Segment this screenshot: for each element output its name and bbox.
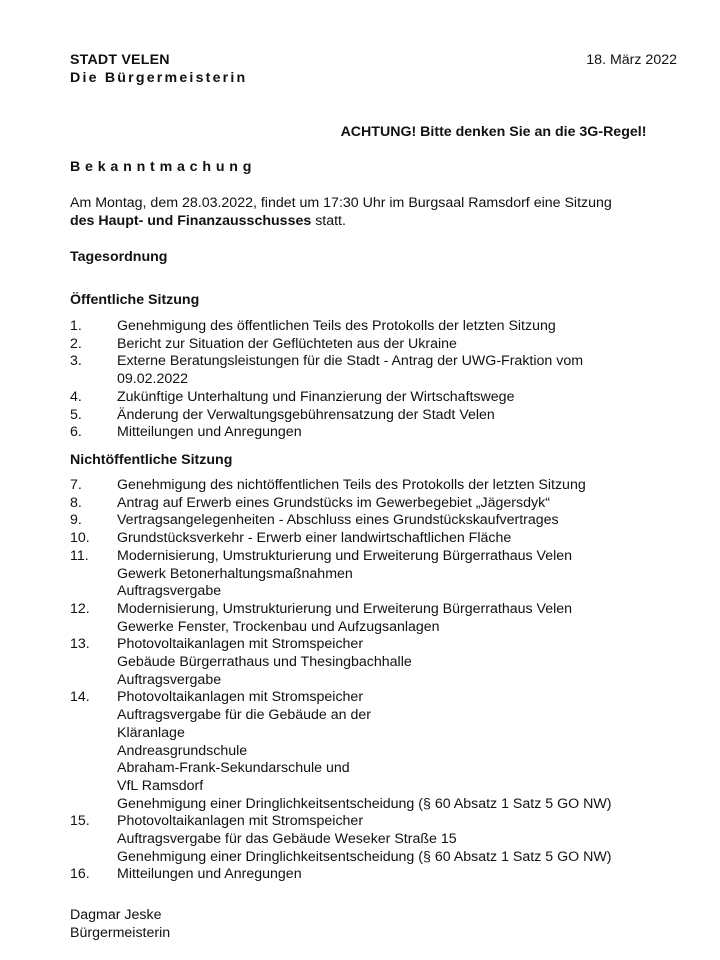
agenda-item-number: 4. — [70, 388, 82, 405]
document-date: 18. März 2022 — [586, 52, 677, 68]
agenda-item-text — [117, 636, 690, 689]
agenda-item-text — [117, 389, 690, 407]
agenda-item-number: 13. — [70, 636, 90, 653]
agenda-item-line: Mitteilungen und Anregungen — [117, 424, 302, 441]
agenda-item — [70, 424, 690, 442]
agenda-item-line: Photovoltaikanlagen mit Stromspeicher — [117, 813, 364, 830]
agenda-item-text — [117, 689, 690, 813]
agenda-item-line: Zukünftige Unterhaltung und Finanzierung der Wirtschaftswege — [117, 388, 515, 405]
agenda-item-text — [117, 866, 690, 884]
agenda-item-number: 12. — [70, 600, 90, 617]
document-type: Bekanntmachung — [70, 159, 257, 175]
agenda-item-line: Externe Beratungsleistungen für die Stadt - Antrag der UWG-Fraktion vom — [117, 353, 584, 370]
agenda-item-line: Vertragsangelegenheiten - Abschluss eines Grundstückskaufvertrages — [117, 512, 559, 529]
agenda-item — [70, 601, 690, 636]
nonpublic-agenda-list — [70, 477, 690, 884]
issuer-city: STADT VELEN — [70, 52, 170, 68]
agenda-item-line: Abraham-Frank-Sekundarschule und — [117, 760, 350, 777]
agenda-item-line: Photovoltaikanlagen mit Stromspeicher — [117, 689, 364, 706]
meeting-announcement — [70, 195, 690, 230]
agenda-item-line: Genehmigung des öffentlichen Teils des Protokolls der letzten Sitzung — [117, 318, 556, 334]
agenda-item-text — [117, 424, 690, 442]
public-session-title: Öffentliche Sitzung — [70, 292, 200, 308]
agenda-item — [70, 548, 690, 601]
signer-name: Dagmar Jeske — [70, 907, 162, 923]
agenda-item-number: 2. — [70, 335, 82, 352]
committee-name: des Haupt- und Finanzausschusses — [70, 212, 312, 229]
agenda-item-line: Photovoltaikanlagen mit Stromspeicher — [117, 636, 364, 653]
agenda-item-text — [117, 318, 690, 336]
agenda-item — [70, 389, 690, 407]
agenda-item-text — [117, 813, 690, 866]
agenda-item-line: Andreasgrundschule — [117, 742, 248, 759]
agenda-item-number: 16. — [70, 866, 90, 883]
agenda-item — [70, 407, 690, 425]
agenda-item-text — [117, 336, 690, 354]
agenda-item-line: Auftragsvergabe für das Gebäude Weseker Straße 15 — [117, 831, 457, 848]
issuer-block — [70, 51, 247, 87]
agenda-title: Tagesordnung — [70, 249, 168, 265]
agenda-item-text — [117, 495, 690, 513]
agenda-item-line: Mitteilungen und Anregungen — [117, 866, 302, 883]
agenda-item — [70, 813, 690, 866]
signer-title: Bürgermeisterin — [70, 925, 171, 941]
agenda-item-text — [117, 512, 690, 530]
agenda-item-text — [117, 353, 690, 388]
issuer-office: Die Bürgermeisterin — [70, 70, 248, 86]
agenda-item-line: Modernisierung, Umstrukturierung und Erweiterung Bürgerrathaus Velen — [117, 547, 573, 564]
agenda-item — [70, 512, 690, 530]
agenda-item-line: Änderung der Verwaltungsgebührensatzung der Stadt Velen — [117, 406, 495, 423]
letter-header — [70, 51, 677, 91]
agenda-item-number: 10. — [70, 530, 90, 547]
agenda-item-number: 9. — [70, 512, 82, 529]
meeting-details: Am Montag, dem 28.03.2022, findet um 17:30 Uhr im Burgsaal Ramsdorf eine Sitzung — [70, 195, 612, 211]
agenda-item — [70, 636, 690, 689]
agenda-item-text — [117, 601, 690, 636]
agenda-item-number: 6. — [70, 424, 82, 441]
agenda-item-line: Auftragsvergabe für die Gebäude an der — [117, 707, 371, 724]
agenda-item — [70, 477, 690, 495]
agenda-item-text — [117, 548, 690, 601]
covid-rule-text: ACHTUNG! Bitte denken Sie an die 3G-Regel! — [340, 124, 647, 140]
agenda-item — [70, 336, 690, 354]
agenda-item-line: Bericht zur Situation der Geflüchteten aus der Ukraine — [117, 335, 457, 352]
agenda-item-line: Gebäude Bürgerrathaus und Thesingbachhalle — [117, 654, 412, 671]
agenda-item-number: 5. — [70, 406, 82, 423]
agenda-item — [70, 530, 690, 548]
public-agenda-list — [70, 318, 690, 442]
agenda-item-line: Genehmigung einer Dringlichkeitsentscheidung (§ 60 Absatz 1 Satz 5 GO NW) — [117, 795, 612, 812]
agenda-item — [70, 866, 690, 884]
agenda-item-number: 14. — [70, 689, 90, 706]
agenda-item-number: 7. — [70, 477, 82, 493]
agenda-item-line: Gewerke Fenster, Trockenbau und Aufzugsanlagen — [117, 618, 440, 635]
agenda-item-line: VfL Ramsdorf — [117, 777, 204, 794]
agenda-item-number: 3. — [70, 353, 82, 370]
agenda-item-line: Gewerk Betonerhaltungsmaßnahmen — [117, 565, 353, 582]
agenda-item-line: Auftragsvergabe — [117, 671, 222, 688]
agenda-item-line: 09.02.2022 — [117, 371, 189, 388]
nonpublic-session-title: Nichtöffentliche Sitzung — [70, 452, 233, 468]
agenda-item-number: 1. — [70, 318, 82, 334]
agenda-item — [70, 495, 690, 513]
agenda-item-line: Modernisierung, Umstrukturierung und Erweiterung Bürgerrathaus Velen — [117, 600, 573, 617]
agenda-item — [70, 318, 690, 336]
agenda-item-line: Genehmigung des nichtöffentlichen Teils des Protokolls der letzten Sitzung — [117, 477, 586, 493]
agenda-item-number: 11. — [70, 547, 89, 564]
agenda-item-line: Kläranlage — [117, 724, 185, 741]
agenda-item-line: Antrag auf Erwerb eines Grundstücks im Gewerbegebiet „Jägersdyk“ — [117, 494, 550, 511]
agenda-item — [70, 353, 690, 388]
agenda-item-line: Genehmigung einer Dringlichkeitsentscheidung (§ 60 Absatz 1 Satz 5 GO NW) — [117, 848, 612, 865]
agenda-item-line: Grundstücksverkehr - Erwerb einer landwirtschaftlichen Fläche — [117, 530, 512, 547]
agenda-item-text — [117, 477, 690, 495]
agenda-item-text — [117, 407, 690, 425]
agenda-item-text — [117, 530, 690, 548]
meeting-closing: statt. — [311, 212, 346, 229]
agenda-item — [70, 689, 690, 813]
agenda-item-line: Auftragsvergabe — [117, 583, 222, 600]
agenda-item-number: 15. — [70, 813, 90, 830]
covid-rule-notice — [0, 124, 720, 142]
signature-block — [70, 906, 170, 942]
agenda-item-number: 8. — [70, 494, 82, 511]
